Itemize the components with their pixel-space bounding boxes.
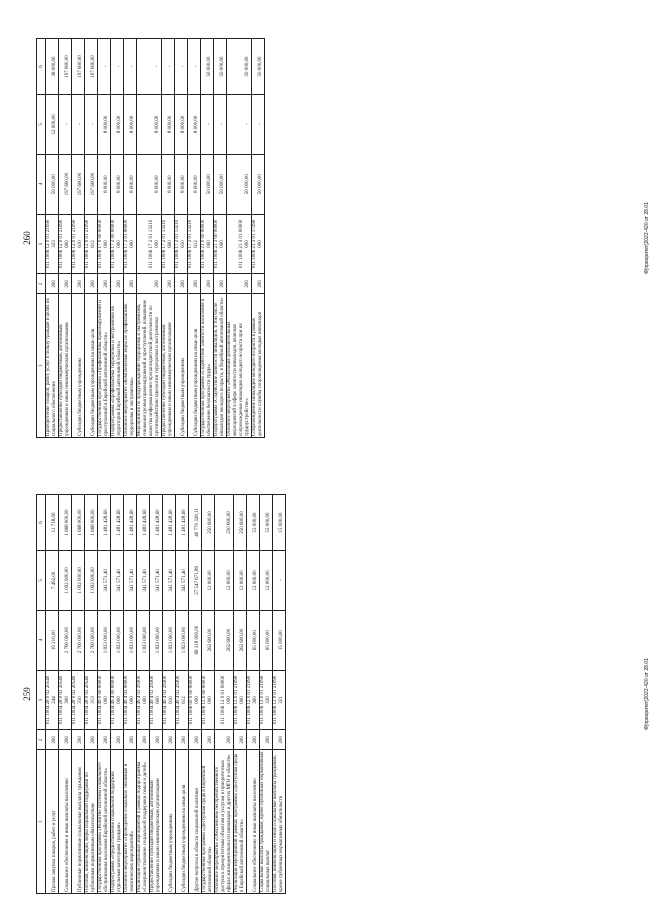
row-executed-amount: - <box>252 94 265 154</box>
row-description: Пособия, компенсации и иные социальные выплаты гражданам, кроме публичных нормативных обязательств <box>273 750 286 894</box>
row-planned-amount: 68 318 000,00 <box>189 610 202 670</box>
col-header: 1 <box>37 294 46 438</box>
table-row <box>46 39 59 438</box>
row-code: 200 <box>214 274 227 294</box>
row-code: 200 <box>72 274 85 294</box>
row-remaining-amount: 11 718,00 <box>46 495 59 551</box>
row-classification: 011 1006 17 0 00 00000 000 <box>98 214 111 274</box>
row-description: Реализация мероприятий в рамках программы «Доступная среда в Еврейской автономной области» <box>234 750 247 894</box>
table-row <box>150 495 163 894</box>
table-row <box>124 39 137 438</box>
row-planned-amount: 50 000,00 <box>252 154 265 214</box>
row-planned-amount: 2 760 000,00 <box>59 610 72 670</box>
table-row <box>175 39 188 438</box>
row-description: Основное мероприятие «Реализация дополнительных мероприятий в сфере занятости инвалидов, включая сопровождение инвалидов молодого возраста при их трудоустройстве» <box>227 294 252 438</box>
row-remaining-amount: - <box>175 39 188 95</box>
row-planned-amount: 50 000,00 <box>227 154 252 214</box>
row-description: Приобретение товаров, работ, услуг в пользу граждан в целях их социального обеспечения <box>46 294 59 438</box>
row-classification: 011 1006 12 0 01 21090 612 <box>85 214 98 274</box>
row-planned-amount: 8 000,00 <box>188 154 201 214</box>
row-description: Государственная программа «Развитие системы социального обслуживания населения Еврейской автономной области» <box>98 750 111 894</box>
row-planned-amount: 1 823 000,00 <box>176 610 189 670</box>
row-description: Пособия, компенсации, меры социальной поддержки по публичным нормативным обязательствам <box>85 750 98 894</box>
table-body <box>46 39 265 438</box>
row-description: Субсидии бюджетным учреждениям на иные цели <box>85 294 98 438</box>
row-planned-amount: 65 000,00 <box>260 610 273 670</box>
row-classification: 011 1006 17 2 01 13210 610 <box>175 214 188 274</box>
row-executed-amount: - <box>59 94 72 154</box>
row-code: 200 <box>150 730 163 750</box>
row-code: 200 <box>252 274 265 294</box>
table-row <box>162 39 175 438</box>
header-row <box>37 495 46 894</box>
row-description: Государственная программа «Профилактика правонарушений и преступлений в Еврейской автономной области» <box>98 294 111 438</box>
row-planned-amount: 19 210,00 <box>46 610 59 670</box>
row-remaining-amount: - <box>124 39 137 95</box>
table-row <box>163 495 176 894</box>
col-header: 2 <box>37 730 46 750</box>
row-planned-amount: 197 600,00 <box>85 154 98 214</box>
row-remaining-amount: 1 481 428,60 <box>137 495 150 551</box>
row-remaining-amount: - <box>188 39 201 95</box>
row-remaining-amount: 1 481 428,60 <box>124 495 137 551</box>
row-planned-amount: 8 000,00 <box>111 154 124 214</box>
row-classification: 011 1006 12 0 01 21090 320 <box>260 670 273 730</box>
row-remaining-amount: 15 000,00 <box>273 495 286 551</box>
row-description: Предоставление субсидий бюджетным, автономным учреждениям и иным некоммерческим организациям <box>150 750 163 894</box>
row-classification: 011 1006 12 0 01 21090 000 <box>234 670 247 730</box>
row-remaining-amount: 53 000,00 <box>247 495 260 551</box>
row-classification: 011 1006 17 2 00 00000 000 <box>111 214 124 274</box>
col-header: 4 <box>37 154 46 214</box>
row-code: 200 <box>215 730 234 750</box>
row-executed-amount: 12 000,00 <box>202 550 215 610</box>
row-remaining-amount: 197 600,00 <box>59 39 72 95</box>
table-body <box>46 495 286 894</box>
table-row <box>111 39 124 438</box>
row-classification: 011 1006 00 0 00 00000 000 <box>189 670 202 730</box>
row-code: 200 <box>111 730 124 750</box>
row-description: Субсидии бюджетным учреждениям на иные цели <box>188 294 201 438</box>
row-executed-amount: 12 000,00 <box>234 550 247 610</box>
row-description: Социальное обеспечение и иные выплаты населению <box>59 750 72 894</box>
row-classification: 011 1004 49 0 00 00000 000 <box>98 670 111 730</box>
row-description: Предоставление субсидий бюджетным, автономным учреждениям и иным некоммерческим организациям <box>162 294 175 438</box>
row-planned-amount: 50 000,00 <box>201 154 214 214</box>
row-executed-amount: - <box>273 550 286 610</box>
table-row <box>98 39 111 438</box>
row-planned-amount: 8 000,00 <box>162 154 175 214</box>
row-description: Предоставление субсидий бюджетным, автономным учреждениям и иным некоммерческим организациям <box>59 294 72 438</box>
row-executed-amount: 12 000,00 <box>247 550 260 610</box>
row-remaining-amount: 250 600,00 <box>202 495 215 551</box>
row-classification: 011 1006 21 0 00 00000 000 <box>201 214 214 274</box>
row-remaining-amount: 53 000,00 <box>260 495 273 551</box>
row-description: Основное мероприятие «Проведение социально значимых и тематических мероприятий» <box>124 750 137 894</box>
table-row <box>188 39 201 438</box>
row-classification: 011 1006 12 0 01 21090 600 <box>59 214 72 274</box>
row-classification: 011 1006 12 0 01 21090 323 <box>46 214 59 274</box>
row-planned-amount: 8 000,00 <box>124 154 137 214</box>
row-classification: 011 1006 17 2 01 13210 612 <box>188 214 201 274</box>
col-header: 4 <box>37 610 46 670</box>
row-executed-amount: 1 092 000,00 <box>85 550 98 610</box>
row-description: Подпрограмма «Профилактика терроризма и экстремизма на территории Еврейской автономной области» <box>111 294 124 438</box>
col-header: 2 <box>37 274 46 294</box>
row-classification: 011 1006 12 0 01 21090 321 <box>273 670 286 730</box>
col-header: 6 <box>37 39 46 95</box>
col-header: 3 <box>37 214 46 274</box>
col-header: 1 <box>37 750 46 894</box>
row-code: 200 <box>201 274 214 294</box>
row-executed-amount: 27 547 671,89 <box>189 550 202 610</box>
table-row <box>215 495 234 894</box>
row-planned-amount: 262 600,00 <box>215 610 234 670</box>
row-description: Социальные выплаты гражданам, кроме публичных нормативных социальных выплат <box>260 751 271 892</box>
row-description: Основное мероприятие «Обеспечение беспрепятственного доступа к приоритетным объектам и услугам в приоритетных сферах жизнедеятельности инвалидов и других МГН в области» <box>215 750 234 894</box>
row-code: 200 <box>273 730 286 750</box>
row-remaining-amount: 1 481 428,60 <box>176 495 189 551</box>
row-remaining-amount: 50 000,00 <box>252 39 265 95</box>
row-planned-amount: 1 823 000,00 <box>137 610 150 670</box>
row-planned-amount: 8 000,00 <box>175 154 188 214</box>
row-remaining-amount: 50 000,00 <box>214 39 227 95</box>
row-remaining-amount: 40 770 328,11 <box>189 495 202 551</box>
row-code: 200 <box>46 730 59 750</box>
footer-stamp: Ф[приоритет]2022-420 от 28.01 <box>644 658 650 730</box>
row-description: Мероприятия по предупреждению терроризма и экстремизма, снижения уровня правонарушений и преступлений, повышение качества информационно-пропагандистской деятельности по противодействию идеологии терроризма и экстремизма <box>137 294 162 438</box>
row-code: 200 <box>137 730 150 750</box>
row-remaining-amount: 1 481 428,60 <box>98 495 111 551</box>
table-row <box>260 495 273 894</box>
table-row <box>98 495 111 894</box>
row-classification: 011 1004 49 4 00 00000 000 <box>111 670 124 730</box>
row-planned-amount: 50 000,00 <box>214 154 227 214</box>
header-row <box>37 39 46 438</box>
row-code: 200 <box>85 730 98 750</box>
row-classification: 011 1004 49 4 02 00000 000 <box>124 670 137 730</box>
table-row <box>252 39 265 438</box>
table-row <box>234 495 247 894</box>
row-description: Субсидии бюджетным учреждениям <box>72 294 85 438</box>
page-number: 259 <box>22 687 32 701</box>
table-row <box>189 495 202 894</box>
row-executed-amount: 8 000,00 <box>188 94 201 154</box>
page-number: 260 <box>22 231 32 245</box>
page-259-container <box>0 452 650 904</box>
row-executed-amount: 341 571,40 <box>137 550 150 610</box>
row-description: Государственная программа «Доступная среда в Еврейской автономной области» <box>202 750 215 894</box>
table-row <box>72 39 85 438</box>
row-planned-amount: 1 823 000,00 <box>163 610 176 670</box>
row-executed-amount: 1 092 000,00 <box>72 550 85 610</box>
row-description: Субсидии бюджетным учреждениям на иные цели <box>176 750 189 894</box>
table-row <box>111 495 124 894</box>
table-row <box>137 39 162 438</box>
row-executed-amount: 12 000,00 <box>260 550 273 610</box>
row-remaining-amount: - <box>98 39 111 95</box>
table-row <box>72 495 85 894</box>
row-code: 200 <box>137 274 162 294</box>
table-row <box>273 495 286 894</box>
row-planned-amount: 197 600,00 <box>72 154 85 214</box>
row-classification: 011 1006 17 2 01 00000 000 <box>124 214 137 274</box>
row-planned-amount: 8 000,00 <box>137 154 162 214</box>
budget-table <box>36 38 265 438</box>
row-classification: 011 1006 21 3 01 17290 000 <box>252 214 265 274</box>
row-planned-amount: 8 000,00 <box>98 154 111 214</box>
row-planned-amount: 2 760 000,00 <box>85 610 98 670</box>
row-planned-amount: 1 823 000,00 <box>150 610 163 670</box>
row-classification: 011 1004 49 4 02 29300 600 <box>150 670 163 730</box>
row-code: 200 <box>247 730 260 750</box>
row-executed-amount: 7 492,00 <box>46 550 59 610</box>
table-row <box>46 495 59 894</box>
col-header: 3 <box>37 670 46 730</box>
row-classification: 011 1004 28 0 02 20540 313 <box>85 670 98 730</box>
row-remaining-amount: 1 668 000,00 <box>59 495 72 551</box>
row-code: 200 <box>202 730 215 750</box>
row-classification: 011 1004 49 4 02 29300 612 <box>176 670 189 730</box>
row-description: Субсидии бюджетным учреждениям <box>175 294 188 438</box>
row-executed-amount: 341 571,40 <box>98 550 111 610</box>
row-code: 200 <box>98 274 111 294</box>
row-executed-amount: 341 571,40 <box>176 550 189 610</box>
table-row <box>227 39 252 438</box>
row-description: Прочая закупка товаров, работ и услуг <box>46 750 59 894</box>
row-classification: 011 1004 28 0 02 20540 244 <box>46 670 59 730</box>
row-code: 200 <box>59 730 72 750</box>
row-code: 200 <box>72 730 85 750</box>
row-classification: 011 1006 21 3 01 00000 000 <box>227 214 252 274</box>
col-header: 5 <box>37 94 46 154</box>
row-classification: 011 1006 12 0 01 21090 300 <box>247 670 260 730</box>
row-code: 200 <box>124 730 137 750</box>
row-classification: 011 1004 28 0 02 20540 300 <box>59 670 72 730</box>
row-code: 200 <box>189 730 202 750</box>
col-header: 6 <box>37 495 46 551</box>
row-executed-amount: 1 092 000,00 <box>59 550 72 610</box>
row-code: 200 <box>175 274 188 294</box>
row-planned-amount: 262 600,00 <box>202 610 215 670</box>
row-description: Другие вопросы в области социальной политики <box>189 750 202 894</box>
row-description: Реализация отдельных мероприятий в рамках подпрограммы «Совершенствование социальной поддержки семьи и детей» <box>137 750 150 894</box>
row-executed-amount: 12 000,00 <box>46 94 59 154</box>
row-remaining-amount: 197 600,00 <box>72 39 85 95</box>
table-row <box>59 495 72 894</box>
row-description: Субсидии бюджетным учреждениям <box>163 750 176 894</box>
row-description: Подпрограмма «Содействие занятости инвалидов, в том числе инвалидов молодого возраста, в Еврейской автономной области» <box>214 294 227 438</box>
row-classification: 011 1004 49 4 02 29300 610 <box>163 670 176 730</box>
col-header: 5 <box>37 550 46 610</box>
row-planned-amount: 1 823 000,00 <box>111 610 124 670</box>
row-description: Социальное обеспечение и иные выплаты населению <box>247 750 260 894</box>
row-code: 200 <box>162 274 175 294</box>
row-executed-amount: 341 571,40 <box>124 550 137 610</box>
table-row <box>247 495 260 894</box>
row-executed-amount: - <box>85 94 98 154</box>
row-code: 200 <box>124 274 137 294</box>
table-row <box>124 495 137 894</box>
row-planned-amount: 50 000,00 <box>46 154 59 214</box>
row-executed-amount: 341 571,40 <box>111 550 124 610</box>
row-code: 200 <box>163 730 176 750</box>
table-row <box>214 39 227 438</box>
row-planned-amount: 1 823 000,00 <box>98 610 111 670</box>
table-row <box>201 39 214 438</box>
row-planned-amount: 1 823 000,00 <box>124 610 137 670</box>
row-remaining-amount: 1 668 000,00 <box>72 495 85 551</box>
row-classification: 011 1006 17 2 01 13210 600 <box>162 214 175 274</box>
row-remaining-amount: 197 600,00 <box>85 39 98 95</box>
row-description: Публичные нормативные социальные выплаты гражданам <box>72 750 85 894</box>
table-row <box>59 39 72 438</box>
row-executed-amount: 8 000,00 <box>175 94 188 154</box>
row-planned-amount: 262 600,00 <box>234 610 247 670</box>
row-remaining-amount: 1 481 428,60 <box>150 495 163 551</box>
row-description: Государственная программа «Содействие занятости населения и обеспечение безопасности труда» <box>201 294 214 438</box>
row-executed-amount: 8 000,00 <box>124 94 137 154</box>
table-row <box>202 495 215 894</box>
row-code: 200 <box>227 274 252 294</box>
row-executed-amount: 8 000,00 <box>137 94 162 154</box>
row-executed-amount: 341 571,40 <box>163 550 176 610</box>
row-remaining-amount: 38 000,00 <box>46 39 59 95</box>
row-executed-amount: 8 000,00 <box>162 94 175 154</box>
row-executed-amount: 8 000,00 <box>98 94 111 154</box>
page-260 <box>22 38 650 438</box>
row-remaining-amount: - <box>137 39 162 95</box>
row-classification: 011 1004 49 4 02 29300 000 <box>137 670 150 730</box>
footer-stamp: Ф[приоритет]2022-420 от 28.01 <box>644 202 650 274</box>
row-code: 200 <box>234 730 247 750</box>
row-code: 200 <box>111 274 124 294</box>
row-code: 200 <box>188 274 201 294</box>
row-executed-amount: - <box>214 94 227 154</box>
row-classification: 011 1006 12 0 01 21090 610 <box>72 214 85 274</box>
table-row <box>85 39 98 438</box>
page-259 <box>22 494 650 894</box>
row-remaining-amount: 250 600,00 <box>215 495 234 551</box>
row-executed-amount: - <box>72 94 85 154</box>
row-classification: 011 1006 12 0 01 00000 000 <box>215 670 234 730</box>
row-classification: 011 1006 21 3 00 00000 000 <box>214 214 227 274</box>
row-code: 200 <box>59 274 72 294</box>
row-remaining-amount: 50 000,00 <box>227 39 252 95</box>
row-classification: 011 1006 12 0 00 00000 000 <box>202 670 215 730</box>
row-executed-amount: - <box>227 94 252 154</box>
row-remaining-amount: 1 668 000,00 <box>85 495 98 551</box>
row-code: 200 <box>85 274 98 294</box>
table-row <box>137 495 150 894</box>
row-executed-amount: - <box>201 94 214 154</box>
row-remaining-amount: 250 600,00 <box>234 495 247 551</box>
row-remaining-amount: - <box>162 39 175 95</box>
row-executed-amount: 8 000,00 <box>111 94 124 154</box>
table-row <box>176 495 189 894</box>
row-description: Сопровождение инвалидов молодого возраста в рамках деятельности службы сопровождения молодых инвалидов <box>252 294 265 438</box>
table-row <box>85 495 98 894</box>
row-planned-amount: 65 000,00 <box>247 610 260 670</box>
row-remaining-amount: 1 481 428,60 <box>163 495 176 551</box>
row-classification: 011 1006 17 2 01 13210 000 <box>137 214 162 274</box>
budget-table <box>36 494 286 894</box>
row-planned-amount: 15 000,00 <box>273 610 286 670</box>
row-remaining-amount: - <box>111 39 124 95</box>
row-executed-amount: 341 571,40 <box>150 550 163 610</box>
row-code: 200 <box>260 730 273 750</box>
row-remaining-amount: 1 481 428,60 <box>111 495 124 551</box>
row-code: 200 <box>46 274 59 294</box>
row-description: Основное мероприятие «Комплексные меры по профилактике терроризма и экстремизма» <box>124 294 137 438</box>
row-planned-amount: 2 760 000,00 <box>72 610 85 670</box>
row-code: 200 <box>176 730 189 750</box>
row-description: Подпрограмма «Предоставление социальной поддержки отдельным категориям граждан» <box>111 750 124 894</box>
row-code: 200 <box>98 730 111 750</box>
row-planned-amount: 197 600,00 <box>59 154 72 214</box>
row-classification: 011 1004 28 0 02 20540 310 <box>72 670 85 730</box>
row-remaining-amount: 50 000,00 <box>201 39 214 95</box>
row-executed-amount: 12 000,00 <box>215 550 234 610</box>
